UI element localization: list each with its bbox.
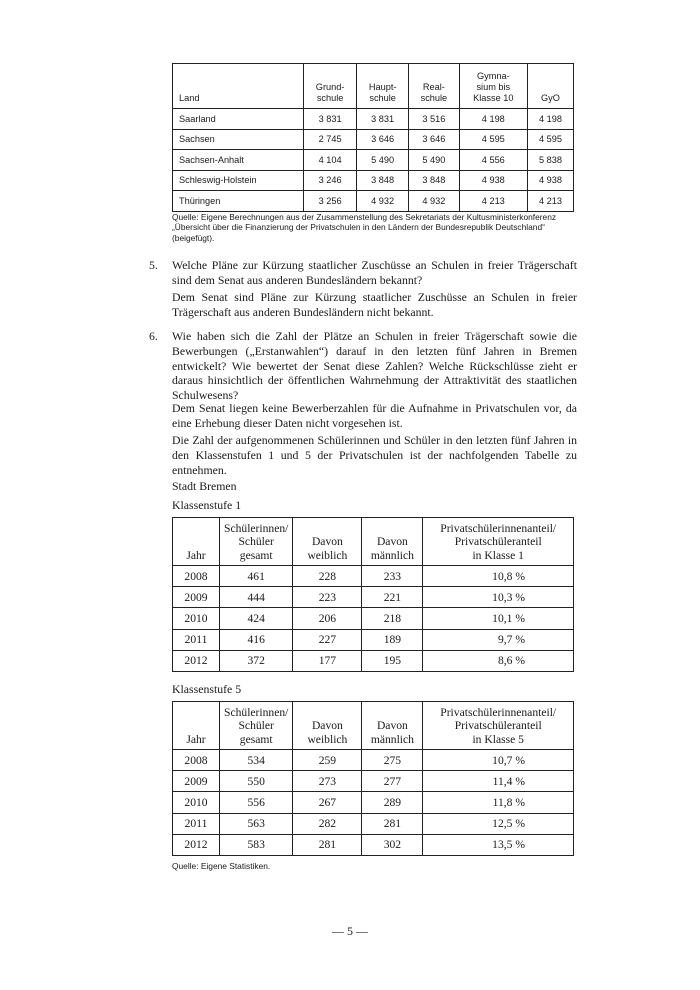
cell-value: 5 490 [409,150,460,171]
q6-answer-1: Dem Senat liegen keine Bewerberzahlen für die Aufnahme in Privatschulen vor, da eine Erhebung dieser Daten nicht vorgesehen ist. [172,401,577,430]
cell-land: Sachsen-Anhalt [173,150,304,171]
cell-jahr: 2008 [173,566,220,587]
table-row [173,629,574,650]
cell-jahr: 2009 [173,771,220,792]
cell-value: 5 490 [357,150,409,171]
cell-value: 2 745 [304,129,357,150]
cell-value: 3 256 [304,191,357,212]
cell-weiblich: 267 [293,792,362,813]
q6-answer-2: Die Zahl der aufgenommenen Schülerinnen und Schüler in den letzten fünf Jahren in den Klassenstufen 1 und 5 der Privatschulen ist der nachfolgenden Tabelle zu entnehmen. [172,433,577,477]
header-weiblich: Davon weiblich [293,518,362,566]
header-grundschule: Grund- schule [304,64,357,109]
cell-maennlich: 221 [362,587,423,608]
cell-gesamt: 372 [220,650,293,671]
cell-land: Sachsen [173,129,304,150]
cell-value: 3 246 [304,170,357,191]
q6-question: Wie haben sich die Zahl der Plätze an Schulen in freier Trägerschaft sowie die Bewerbungen („Erstanwahlen“) darauf in den letzten fünf Jahren in Bremen entwickelt? Wie bewertet der Senat diese Zahlen? Welche Rückschlüsse zieht er daraus hinsichtlich der öffentlichen Wahrnehmung der Attraktivität des staatlichen Schulwesens? [172,329,577,403]
cell-value: 3 848 [409,170,460,191]
header-hauptschule: Haupt- schule [357,64,409,109]
cell-value: 4 932 [357,191,409,212]
q5-answer: Dem Senat sind Pläne zur Kürzung staatlicher Zuschüsse an Schulen in freier Trägerschaft aus anderen Bundesländern nicht bekannt. [172,290,577,319]
cell-land: Schleswig-Holstein [173,170,304,191]
cell-value: 4 595 [527,129,573,150]
cell-anteil: 9,7 % [423,629,574,650]
table-row [173,129,574,150]
table-row [173,566,574,587]
cell-value: 3 848 [357,170,409,191]
cell-jahr: 2011 [173,629,220,650]
source-note-bottom: Quelle: Eigene Statistiken. [172,861,271,871]
cell-gesamt: 461 [220,566,293,587]
cell-anteil: 10,3 % [423,587,574,608]
table-header-row [173,702,574,750]
cell-gesamt: 550 [220,771,293,792]
cell-gesamt: 424 [220,608,293,629]
cell-anteil: 10,7 % [423,750,574,771]
cell-value: 3 516 [409,109,460,130]
cell-value: 3 831 [357,109,409,130]
cell-jahr: 2011 [173,813,220,834]
cell-anteil: 10,8 % [423,566,574,587]
cell-value: 3 646 [409,129,460,150]
cell-anteil: 8,6 % [423,650,574,671]
header-gesamt: Schülerinnen/ Schüler gesamt [220,702,293,750]
table-header-row [173,518,574,566]
table-row [173,170,574,191]
cell-value: 3 831 [304,109,357,130]
cell-anteil: 11,4 % [423,771,574,792]
klasse5-label: Klassenstufe 5 [172,682,242,696]
cell-weiblich: 223 [293,587,362,608]
cell-land: Saarland [173,109,304,130]
cell-weiblich: 177 [293,650,362,671]
cell-maennlich: 233 [362,566,423,587]
table-row [173,109,574,130]
laender-zuschuss-table [172,63,574,212]
header-gymnasium: Gymna- sium bis Klasse 10 [459,64,527,109]
cell-value: 3 646 [357,129,409,150]
city-label: Stadt Bremen [172,479,237,493]
table-row [173,587,574,608]
cell-maennlich: 277 [362,771,423,792]
cell-value: 4 104 [304,150,357,171]
q5-number: 5. [149,258,158,272]
table-row [173,792,574,813]
page-number: — 5 — [332,924,368,938]
cell-maennlich: 195 [362,650,423,671]
q6-number: 6. [149,329,158,343]
cell-gesamt: 534 [220,750,293,771]
header-land: Land [173,64,304,109]
cell-anteil: 12,5 % [423,813,574,834]
cell-value: 4 213 [527,191,573,212]
cell-jahr: 2009 [173,587,220,608]
cell-weiblich: 259 [293,750,362,771]
cell-jahr: 2010 [173,792,220,813]
klasse1-table [172,517,574,672]
cell-maennlich: 289 [362,792,423,813]
cell-value: 5 838 [527,150,573,171]
cell-jahr: 2012 [173,650,220,671]
klasse1-label: Klassenstufe 1 [172,498,242,512]
cell-land: Thüringen [173,191,304,212]
cell-weiblich: 206 [293,608,362,629]
cell-jahr: 2008 [173,750,220,771]
cell-weiblich: 281 [293,834,362,855]
cell-gesamt: 583 [220,834,293,855]
table-row [173,813,574,834]
cell-value: 4 198 [527,109,573,130]
cell-maennlich: 302 [362,834,423,855]
cell-maennlich: 281 [362,813,423,834]
cell-jahr: 2010 [173,608,220,629]
table-row [173,750,574,771]
table-row [173,650,574,671]
cell-gesamt: 563 [220,813,293,834]
q5-question: Welche Pläne zur Kürzung staatlicher Zuschüsse an Schulen in freier Trägerschaft sind dem Senat aus anderen Bundesländern bekannt? [172,258,577,287]
header-jahr: Jahr [173,518,220,566]
header-gyo: GyO [527,64,573,109]
table-row [173,771,574,792]
klasse5-table [172,701,574,856]
cell-maennlich: 218 [362,608,423,629]
cell-value: 4 938 [459,170,527,191]
cell-gesamt: 444 [220,587,293,608]
header-gesamt: Schülerinnen/ Schüler gesamt [220,518,293,566]
table-row [173,191,574,212]
cell-value: 4 556 [459,150,527,171]
table-row [173,608,574,629]
cell-gesamt: 556 [220,792,293,813]
cell-value: 4 938 [527,170,573,191]
table-row [173,150,574,171]
source-note-top: Quelle: Eigene Berechnungen aus der Zusammenstellung des Sekretariats der Kultusministerkonferenz „Übersicht über die Finanzierung der Privatschulen in den Ländern der Bundesrepublik Deutschland“ (beigefügt). [172,212,557,243]
cell-weiblich: 228 [293,566,362,587]
header-anteil: Privatschülerinnenanteil/ Privatschüleranteil in Klasse 5 [423,702,574,750]
cell-jahr: 2012 [173,834,220,855]
header-anteil: Privatschülerinnenanteil/ Privatschüleranteil in Klasse 1 [423,518,574,566]
cell-maennlich: 189 [362,629,423,650]
cell-value: 4 932 [409,191,460,212]
header-weiblich: Davon weiblich [293,702,362,750]
header-realschule: Real- schule [409,64,460,109]
header-maennlich: Davon männlich [362,702,423,750]
table-row [173,834,574,855]
header-jahr: Jahr [173,702,220,750]
cell-weiblich: 273 [293,771,362,792]
cell-anteil: 10,1 % [423,608,574,629]
cell-maennlich: 275 [362,750,423,771]
cell-weiblich: 227 [293,629,362,650]
cell-weiblich: 282 [293,813,362,834]
cell-gesamt: 416 [220,629,293,650]
cell-value: 4 595 [459,129,527,150]
cell-anteil: 13,5 % [423,834,574,855]
cell-value: 4 198 [459,109,527,130]
header-maennlich: Davon männlich [362,518,423,566]
cell-anteil: 11,8 % [423,792,574,813]
table-header-row [173,64,574,109]
cell-value: 4 213 [459,191,527,212]
